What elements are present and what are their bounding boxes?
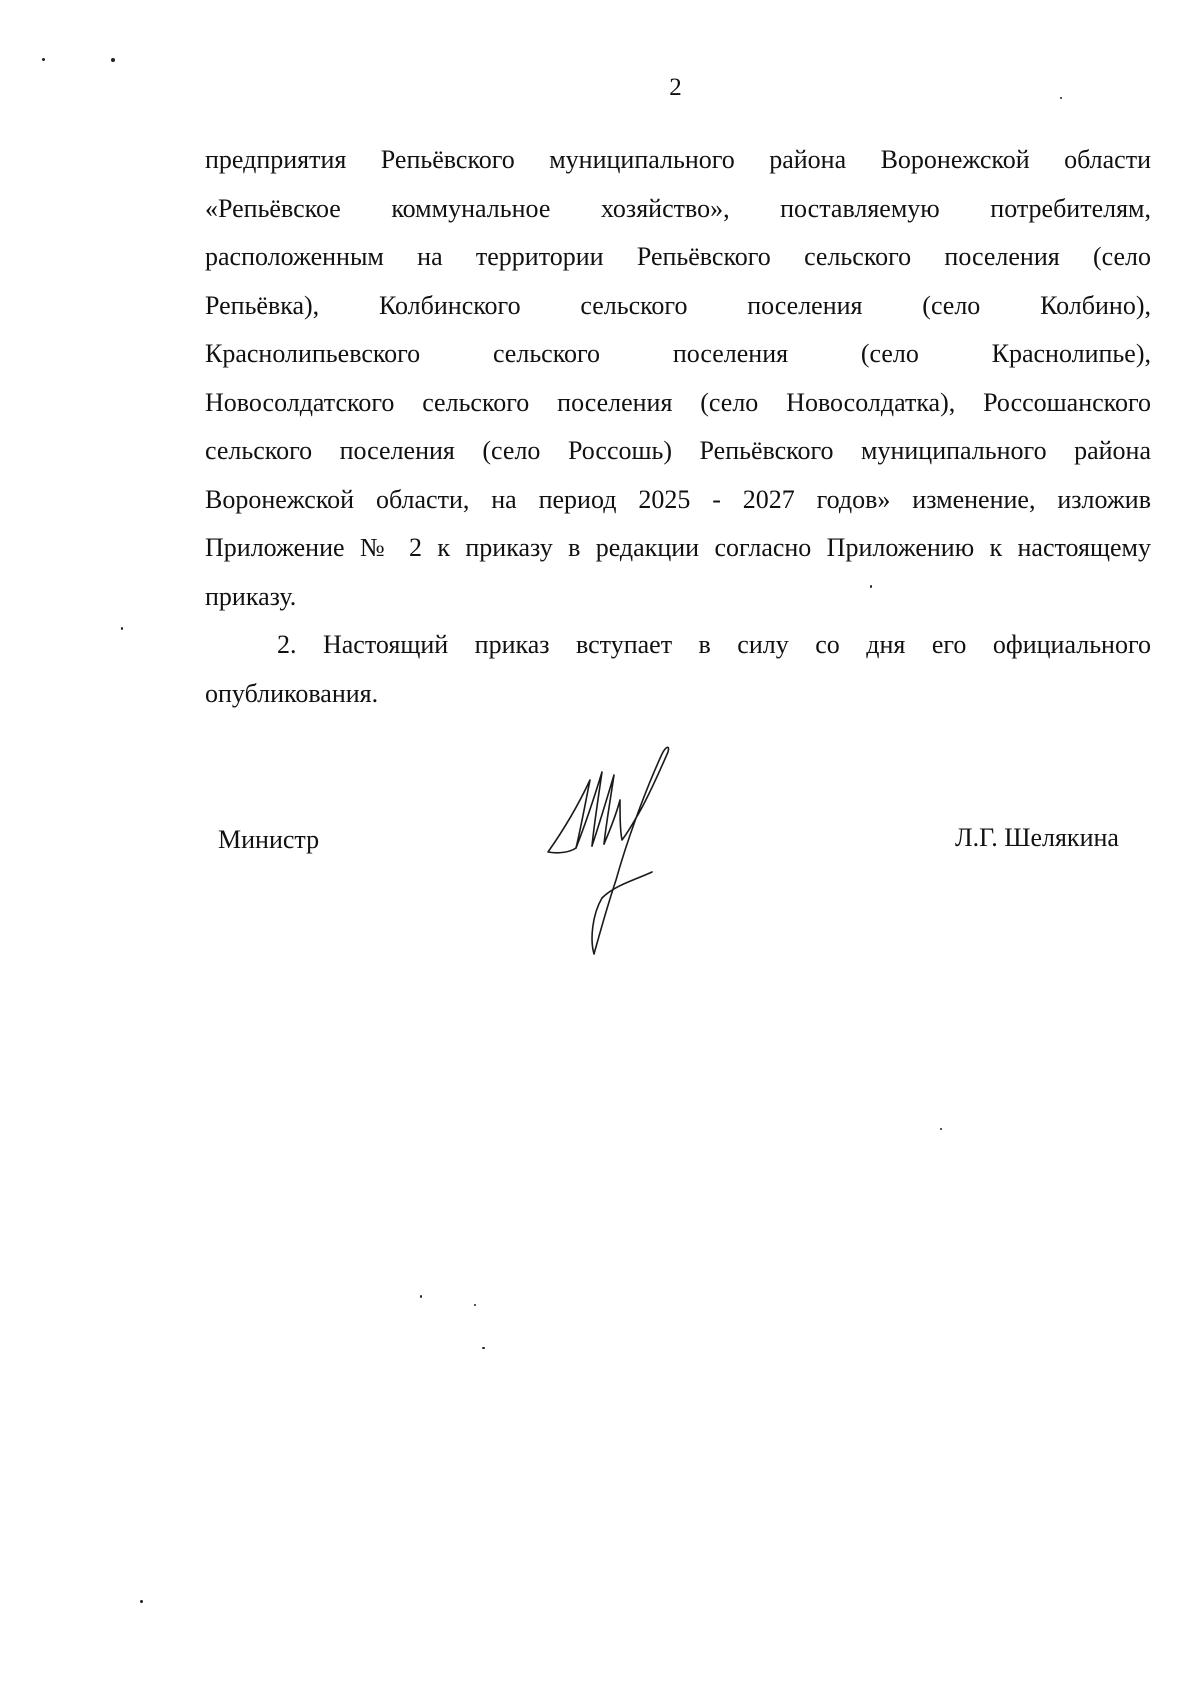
body-line: расположенным на территории Репьёвского сельского поселения (село [205, 242, 1151, 271]
scan-speck [474, 1304, 476, 1306]
body-line: Краснолипьевского сельского поселения (село Краснолипье), [205, 339, 1151, 368]
scan-speck [870, 585, 872, 588]
handwritten-signature [540, 740, 720, 970]
body-line: Воронежской области, на период 2025 - 2027 годов» изменение, изложив [205, 484, 1151, 514]
scan-speck [42, 58, 45, 61]
body-line: сельского поселения (село Россошь) Репьёвского муниципального района [205, 436, 1151, 465]
body-line: предприятия Репьёвского муниципального района Воронежской области [205, 145, 1151, 174]
body-line: Новосолдатского сельского поселения (село Новосолдатка), Россошанского [205, 387, 1151, 417]
scan-speck [482, 1347, 485, 1349]
body-line: Приложение № 2 к приказу в редакции согласно Приложению к настоящему [205, 533, 1151, 562]
scan-speck [420, 1295, 422, 1298]
scan-speck [111, 58, 115, 62]
signatory-title: Министр [218, 825, 320, 854]
scan-speck [940, 1128, 942, 1130]
paragraph-2-line: опубликования. [205, 678, 379, 708]
paragraph-2-line: 2. Настоящий приказ вступает в силу со дня его официального [277, 630, 1151, 659]
page-number: 2 [669, 74, 682, 101]
signatory-name: Л.Г. Шелякина [955, 823, 1119, 852]
scan-speck [1060, 97, 1062, 99]
document-body [205, 136, 1151, 718]
scan-speck [140, 1600, 143, 1603]
scan-speck [121, 627, 123, 630]
body-line: приказу. [205, 581, 297, 611]
body-line: «Репьёвское коммунальное хозяйство», поставляемую потребителям, [205, 193, 1151, 223]
body-line: Репьёвка), Колбинского сельского поселения (село Колбино), [205, 290, 1151, 320]
